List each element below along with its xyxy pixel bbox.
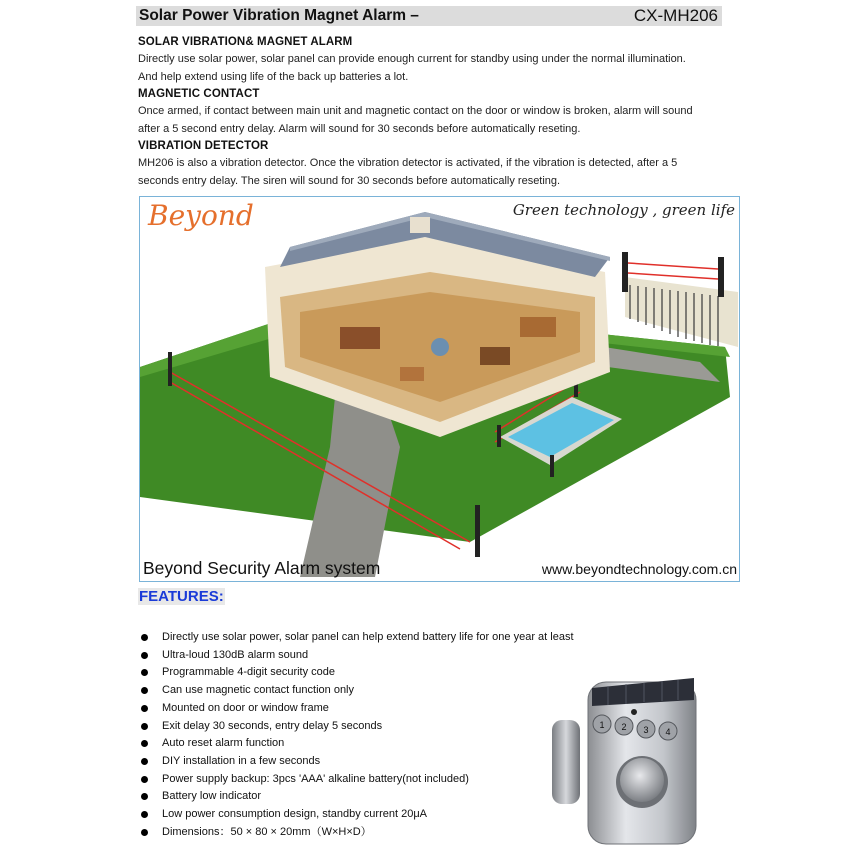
feature-text: Dimensions：50 × 80 × 20mm（W×H×D） xyxy=(162,825,372,838)
website-url: www.beyondtechnology.com.cn xyxy=(541,561,737,577)
bullet-icon xyxy=(141,669,148,676)
figure-caption: Beyond Security Alarm system xyxy=(143,558,381,578)
list-item xyxy=(138,788,558,806)
keypad-key: 1 xyxy=(599,720,605,730)
bullet-icon xyxy=(141,758,148,765)
list-item xyxy=(138,629,574,647)
list-item xyxy=(138,735,558,753)
feature-text: Low power consumption design, standby current 20μA xyxy=(162,808,427,821)
bullet-icon xyxy=(141,723,148,730)
slogan: Green technology , green life xyxy=(512,201,735,219)
feature-text: Ultra-loud 130dB alarm sound xyxy=(162,648,309,661)
section-line: Once armed, if contact between main unit and magnetic contact on the door or window is broken, alarm will sound xyxy=(138,105,693,117)
list-item xyxy=(138,664,558,682)
bullet-icon xyxy=(141,829,148,836)
list-item xyxy=(138,718,558,736)
features-heading: FEATURES: xyxy=(139,588,224,605)
section-heading-solar: SOLAR VIBRATION& MAGNET ALARM xyxy=(138,36,353,48)
bullet-icon xyxy=(141,776,148,783)
bullet-icon xyxy=(141,793,148,800)
section-heading-vibration: VIBRATION DETECTOR xyxy=(138,140,269,152)
list-item xyxy=(138,682,558,700)
product-photo xyxy=(548,672,708,852)
list-item xyxy=(138,806,558,824)
security-system-illustration xyxy=(139,196,740,582)
feature-text: Programmable 4-digit security code xyxy=(162,666,336,679)
brand-logo: Beyond xyxy=(148,199,254,232)
bullet-icon xyxy=(141,652,148,659)
list-item xyxy=(138,771,558,789)
feature-list xyxy=(138,629,574,841)
bullet-icon xyxy=(141,705,148,712)
alarm-device-illustration xyxy=(548,672,708,852)
page-title: Solar Power Vibration Magnet Alarm – xyxy=(139,7,419,24)
list-item xyxy=(138,824,558,842)
section-line: And help extend using life of the back up batteries a lot. xyxy=(138,70,409,83)
feature-text: Power supply backup: 3pcs 'AAA' alkaline battery(not included) xyxy=(162,772,469,785)
feature-text: Can use magnetic contact function only xyxy=(162,684,355,697)
bullet-icon xyxy=(141,740,148,747)
description xyxy=(138,34,738,190)
list-item xyxy=(138,647,558,665)
keypad-key: 2 xyxy=(621,722,627,732)
feature-text: Directly use solar power, solar panel can help extend battery life for one year at least xyxy=(162,631,574,643)
model-number: CX-MH206 xyxy=(633,6,718,25)
feature-text: DIY installation in a few seconds xyxy=(162,754,321,767)
feature-text: Battery low indicator xyxy=(162,790,262,803)
title-bar xyxy=(136,6,722,26)
keypad-key: 4 xyxy=(665,727,671,737)
bullet-icon xyxy=(141,687,148,694)
bullet-icon xyxy=(141,634,148,641)
keypad-key: 3 xyxy=(643,725,649,735)
section-line: after a 5 second entry delay. Alarm will sound for 30 seconds before automatically reseting. xyxy=(138,122,581,135)
list-item xyxy=(138,700,558,718)
house-illustration xyxy=(140,197,739,581)
feature-text: Mounted on door or window frame xyxy=(162,701,329,714)
feature-text: Auto reset alarm function xyxy=(162,737,285,750)
feature-text: Exit delay 30 seconds, entry delay 5 seconds xyxy=(162,719,383,732)
section-line: seconds entry delay. The siren will sound for 30 seconds before automatically reseting. xyxy=(138,174,561,187)
section-heading-magnetic: MAGNETIC CONTACT xyxy=(138,88,260,100)
bullet-icon xyxy=(141,811,148,818)
list-item xyxy=(138,753,558,771)
section-line: Directly use solar power, solar panel can provide enough current for standby using under the normal illumination. xyxy=(138,53,686,65)
section-line: MH206 is also a vibration detector. Once the vibration detector is activated, if the vibration is detected, after a 5 xyxy=(138,157,678,169)
